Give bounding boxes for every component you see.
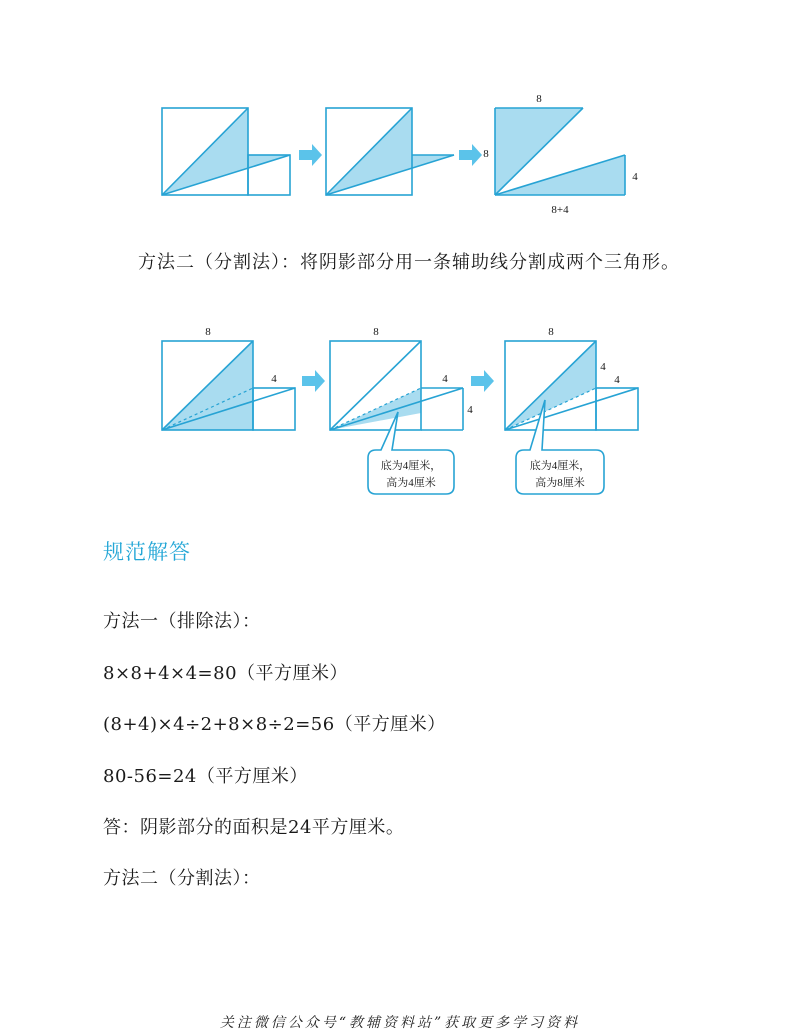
figure1-panel-c — [483, 93, 638, 216]
label-bottom: 8+4 — [551, 204, 569, 216]
method2-paragraph: 方法二（分割法）：将阴影部分用一条辅助线分割成两个三角形。 — [138, 252, 680, 273]
shaded-region — [162, 108, 290, 195]
solution-line-6: 方法二（分割法）： — [103, 868, 261, 889]
arrow-icon — [302, 370, 325, 392]
section-title: 规范解答 — [103, 540, 191, 564]
solution-line-4: 80-56=24（平方厘米） — [103, 766, 308, 787]
arrow-icon — [471, 370, 494, 392]
callout-line2: 高为4厘米 — [386, 477, 436, 489]
label-4-right: 4 — [467, 404, 473, 416]
figure2-panel-b — [330, 326, 473, 494]
label-8: 8 — [205, 326, 211, 338]
arrow-icon — [459, 144, 482, 166]
label-4-upper: 4 — [600, 361, 606, 373]
label-top: 8 — [536, 93, 542, 105]
callout-line1: 底为4厘米， — [529, 460, 591, 472]
shaded-region — [326, 108, 454, 195]
arrow-icon — [299, 144, 322, 166]
solution-line-2: 8×8+4×4=80（平方厘米） — [103, 663, 349, 684]
figure1-panel-b — [326, 108, 454, 195]
answer-line: 答：阴影部分的面积是24平方厘米。 — [103, 817, 405, 838]
label-8: 8 — [548, 326, 554, 338]
solution-line-3: (8+4)×4÷2+8×8÷2=56（平方厘米） — [103, 714, 446, 735]
footer-watermark: 关注微信公众号“教辅资料站”获取更多学习资料 — [219, 1015, 581, 1031]
label-4-lower: 4 — [614, 374, 620, 386]
solution-line-1: 方法一（排除法）： — [103, 611, 261, 632]
label-8: 8 — [373, 326, 379, 338]
callout-line1: 底为4厘米， — [380, 460, 442, 472]
figure2-panel-a — [162, 326, 295, 430]
figure2-panel-c — [505, 326, 638, 494]
label-4: 4 — [271, 373, 277, 385]
figure1-panel-a — [162, 108, 290, 195]
label-right: 4 — [632, 171, 638, 183]
label-left: 8 — [483, 148, 489, 160]
callout-line2: 高为8厘米 — [535, 477, 585, 489]
label-4-top: 4 — [442, 373, 448, 385]
